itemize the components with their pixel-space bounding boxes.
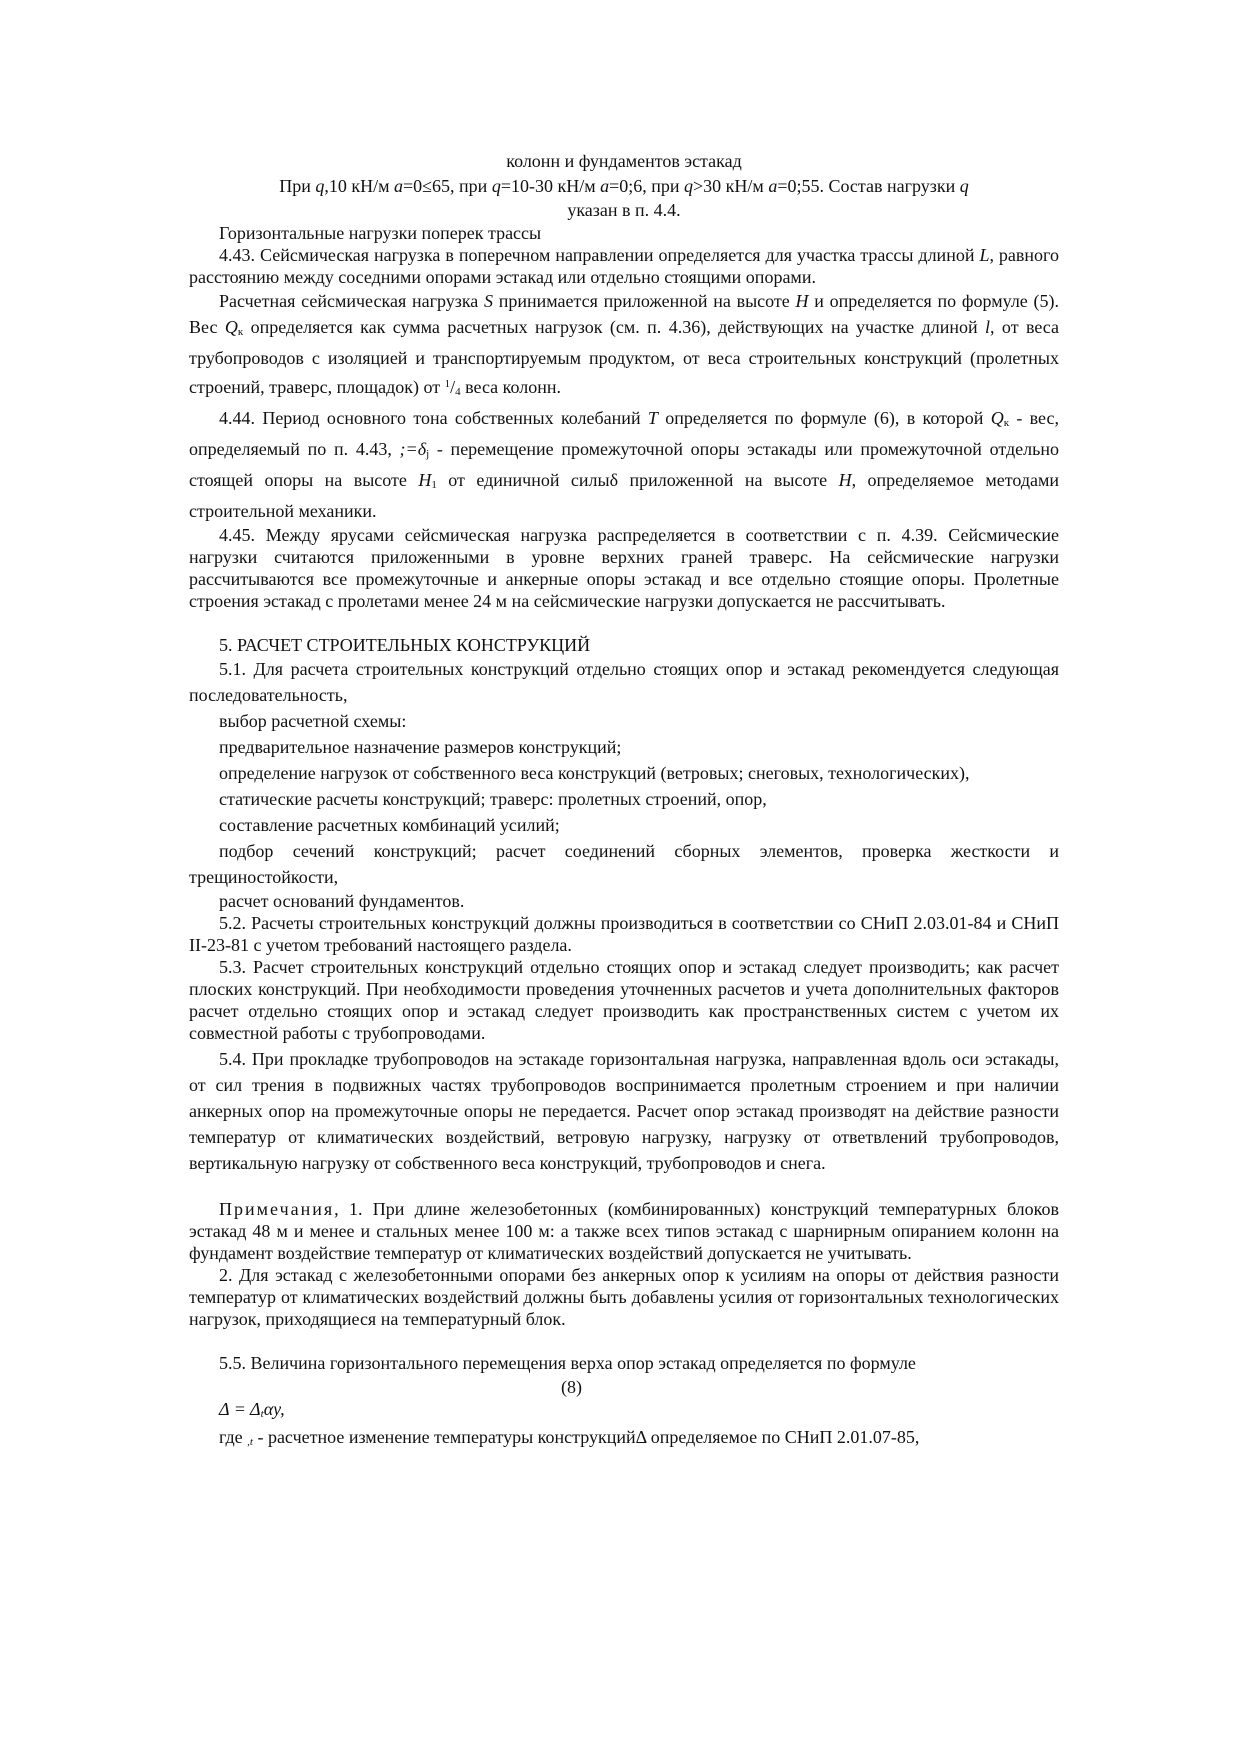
para-4-44: 4.44. Период основного тона собственных колебаний T определяется по формуле (6), в которой Qк - вес, определяемый по п. 4.43, ;=δj - перемещение промежуточной опоры эстакады или промежуточной отдельно стоящей опоры на высоте H1 от единичной силыδ приложенной на высоте H, определяемое методами строительной механики.	[189, 408, 1059, 521]
para-4-45: 4.45. Между ярусами сейсмическая нагрузка распределяется в соответствии с п. 4.39. Сейсмические нагрузки считаются приложенными в уровне верхних граней траверс. На сейсмические нагрузки рассчитываются все промежуточные и анкерные опоры эстакад и все отдельно стоящие опоры. Пролетные строения эстакад с пролетами менее 24 м на сейсмические нагрузки допускается не рассчитывать.	[189, 525, 1059, 611]
formula-number: (8)	[561, 1377, 582, 1397]
para-5-2: 5.2. Расчеты строительных конструкций должны производиться в соответствии со СНиП 2.03.01-84 и СНиП II-23-81 с учетом требований настоящего раздела.	[189, 913, 1059, 955]
para-4-43: 4.43. Сейсмическая нагрузка в поперечном направлении определяется для участка трассы длиной L, равного расстоянию между соседними опорами эстакад или отдельно стоящими опорами.	[189, 245, 1059, 287]
section-heading-5: 5. РАСЧЕТ СТРОИТЕЛЬНЫХ КОНСТРУКЦИЙ	[219, 635, 591, 655]
list-item: расчет оснований фундаментов.	[219, 891, 465, 911]
para-5-1: 5.1. Для расчета строительных конструкций отдельно стоящих опор и эстакад рекомендуется следующая последовательность,	[189, 659, 1059, 705]
para-where: где ,t - расчетное изменение температуры конструкцийΔ определяемое по СНиП 2.01.07-85,	[219, 1427, 920, 1448]
document-page	[189, 148, 1059, 1455]
spacer	[189, 1176, 1059, 1198]
line-load-coeffs: При q,10 кН/м a=0≤65, при q=10-30 кН/м a=0;6, при q>30 кН/м a=0;55. Состав нагрузки q указан в п. 4.4.	[279, 176, 969, 220]
note-1: Примечания, 1. При длине железобетонных (комбинированных) конструкций температурных блоков эстакад 48 м и менее и стальных менее 100 м: а также всех типов эстакад с шарнирным опиранием колонн на фундамент воздействие температур от климатических воздействий допускается не учитывать.	[189, 1199, 1059, 1263]
heading-horizontal-loads: Горизонтальные нагрузки поперек трассы	[219, 223, 542, 243]
list-item: определение нагрузок от собственного веса конструкций (ветровых; снеговых, технологических),	[219, 763, 970, 783]
list-item: подбор сечений конструкций; расчет соединений сборных элементов, проверка жесткости и трещиностойкости,	[189, 841, 1059, 887]
para-5-4: 5.4. При прокладке трубопроводов на эстакаде горизонтальная нагрузка, направленная вдоль оси эстакады, от сил трения в подвижных частях трубопроводов воспринимается пролетным строением и при наличии анкерных опор на промежуточные опоры не передается. Расчет опор эстакад производят на действие разности температур от климатических воздействий, ветровую нагрузку, нагрузку от ответвлений трубопроводов, вертикальную нагрузку от собственного веса конструкций, трубопроводов и снега.	[189, 1049, 1059, 1173]
line-columns: колонн и фундаментов эстакад	[506, 151, 742, 171]
formula-8	[189, 1374, 1059, 1420]
para-seismic-load: Расчетная сейсмическая нагрузка S принимается приложенной на высоте H и определяется по формуле (5). Вес Qк определяется как сумма расчетных нагрузок (см. п. 4.36), действующих на участке длиной l, от веса трубопроводов с изоляцией и транспортируемым продуктом, от веса строительных конструкций (пролетных строений, траверс, площадок) от $^1$/4 веса колонн.	[189, 291, 1060, 398]
para-5-5: 5.5. Величина горизонтального перемещения верха опор эстакад определяется по формуле	[219, 1353, 916, 1373]
note-2: 2. Для эстакад с железобетонными опорами без анкерных опор к усилиям на опоры от действия разности температур от климатических воздействий должны быть добавлены усилия от горизонтальных технологических нагрузок, приходящиеся на температурный блок.	[189, 1265, 1059, 1329]
formula-expression: Δ = Δtαy,	[219, 1399, 285, 1420]
list-item: статические расчеты конструкций; траверс: пролетных строений, опор,	[219, 789, 767, 809]
para-5-3: 5.3. Расчет строительных конструкций отдельно стоящих опор и эстакад следует производить; как расчет плоских конструкций. При необходимости проведения уточненных расчетов и учета дополнительных факторов расчет отдельно стоящих опор и эстакад следует производить как пространственных систем с учетом их совместной работы с трубопроводами.	[189, 957, 1059, 1043]
spacer	[189, 1330, 1059, 1352]
list-item: составление расчетных комбинаций усилий;	[219, 815, 560, 835]
list-item: предварительное назначение размеров конструкций;	[219, 737, 622, 757]
list-item: выбор расчетной схемы:	[219, 711, 407, 731]
spacer	[189, 612, 1059, 634]
